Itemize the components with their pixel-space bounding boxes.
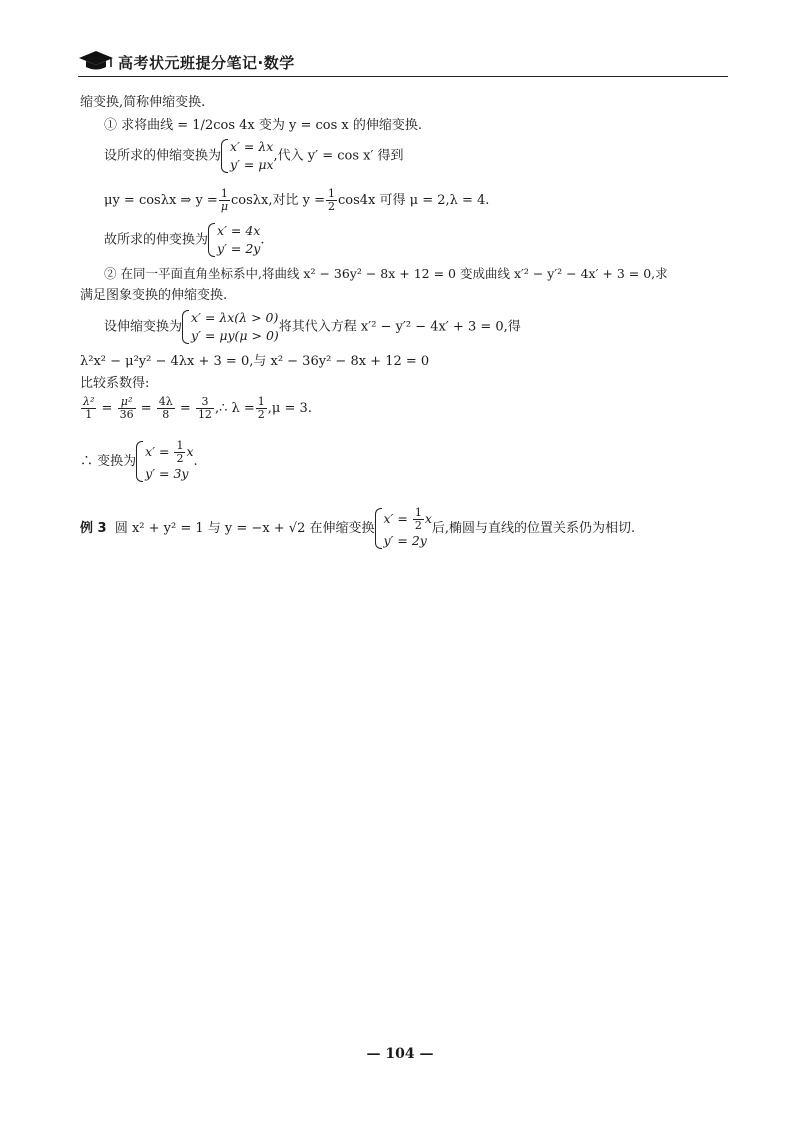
equation-system [375,507,432,550]
text-fragment: ,μ = 3. [267,401,312,417]
text-fragment: . [260,232,265,248]
system-row [384,507,432,532]
fraction [256,396,267,421]
equation-system [208,222,260,258]
numerator: μ² [118,396,136,409]
text-line-7: 满足图象变换的伸缩变换. [80,288,228,303]
text-line-3 [104,138,404,174]
denominator: 1 [85,408,93,422]
numerator: 1 [176,439,184,452]
text-line-1: 缩变换,简称伸缩变换. [80,95,206,110]
text-line-6: ② 在同一平面直角坐标系中,将曲线 x² − 36y² − 8x + 12 = 0 变成曲线 x′² − y′² − 4x′ + 3 = 0,求 [104,266,668,281]
fraction [413,507,424,532]
text-fragment: . [193,454,198,470]
text-line-8 [104,309,521,345]
text-fragment: 后,椭圆与直线的位置关系仍为相切. [431,521,636,537]
system-row: y′ = μx [230,157,274,173]
example-label: 例 3 [80,521,107,537]
fraction [174,440,185,465]
text-fragment: 设伸缩变换为 [104,319,183,335]
example-3-line [80,507,635,550]
numerator: 1 [414,506,422,519]
system-row: x′ = λx(λ > 0) [191,310,279,325]
system-row: y′ = 3y [145,466,189,482]
denominator: 2 [257,408,265,422]
header-rule [78,76,728,77]
text-fragment: ,代入 y′ = cos x′ 得到 [273,148,404,164]
text-line-10: 比较系数得: [80,376,150,391]
equation-system [221,138,274,174]
page-header [78,48,728,78]
fraction [118,396,136,421]
numerator: λ² [83,395,95,408]
numerator: 3 [196,396,214,409]
denominator: 2 [176,452,184,466]
fraction [219,188,230,213]
denominator: μ [220,200,228,214]
numerator: 1 [327,187,335,200]
text-line-12 [80,440,198,483]
text-line-4 [104,188,489,213]
system-row: x′ = λx [230,139,274,154]
text-line-11 [80,396,312,421]
system-row: x′ = 4x [217,223,261,238]
denominator: 12 [197,408,212,422]
system-row [145,440,193,465]
system-row: y′ = 2y [217,241,261,257]
text-fragment: cos4x 可得 μ = 2,λ = 4. [337,193,490,209]
text-fragment: ∴ 变换为 [80,454,137,470]
fraction [157,396,175,421]
numerator: 4λ [158,395,173,408]
fraction [196,396,214,421]
denominator: 36 [119,408,134,422]
header-title: 高考状元班提分笔记·数学 [118,54,295,72]
equals-sign: = [140,401,152,417]
text-fragment: 故所求的伸变换为 [104,232,209,248]
text-fragment: μy = cosλx ⇒ y = [104,193,218,209]
page-number: — 104 — [366,1046,434,1062]
numerator: 1 [257,395,265,408]
text-line-2: ① 求将曲线 = 1/2cos 4x 变为 y = cos x 的伸缩变换. [104,118,422,133]
equation-system [136,440,193,483]
fraction [81,396,96,421]
text-fragment: 将其代入方程 x′² − y′² − 4x′ + 3 = 0,得 [278,319,521,335]
equals-sign: = [101,401,113,417]
text-fragment: 圆 x² + y² = 1 与 y = −x + √2 在伸缩变换 [114,521,375,537]
text-fragment: cosλx,对比 y = [230,193,325,209]
text-line-9: λ²x² − μ²y² − 4λx + 3 = 0,与 x² − 36y² − 8x + 12 = 0 [80,354,430,369]
denominator: 2 [327,200,335,214]
text-fragment: x′ = [383,511,408,527]
denominator: 2 [414,519,422,533]
equals-sign: = [179,401,191,417]
text-line-5 [104,222,265,258]
numerator: 1 [219,188,230,201]
graduation-cap-icon [78,50,114,72]
fraction [326,188,337,213]
equation-system [182,309,279,345]
text-fragment: x [424,511,432,527]
text-fragment: 设所求的伸缩变换为 [104,148,222,164]
text-fragment: x′ = [145,444,170,460]
text-fragment: ,∴ λ = [214,401,255,417]
denominator: 8 [162,408,170,422]
system-row: y′ = μy(μ > 0) [191,328,279,344]
text-fragment: x [186,444,194,460]
system-row: y′ = 2y [383,533,427,549]
